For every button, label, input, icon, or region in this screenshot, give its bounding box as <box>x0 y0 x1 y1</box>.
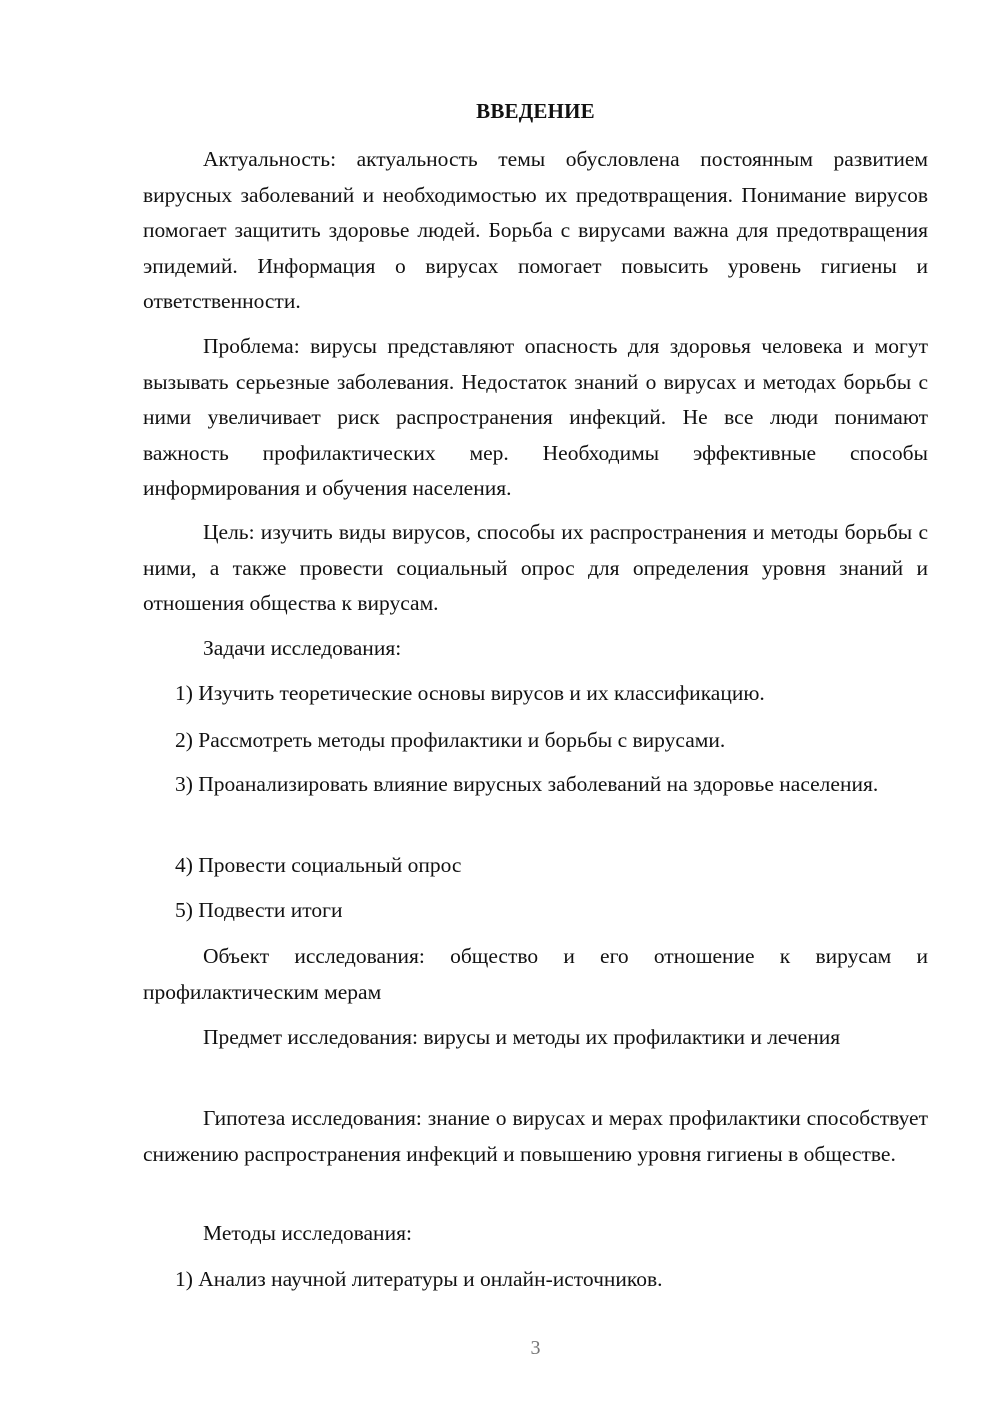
task-item-5: 5) Подвести итоги <box>175 898 343 922</box>
method-item-1: 1) Анализ научной литературы и онлайн-источников. <box>175 1267 663 1291</box>
page-number: 3 <box>530 1337 541 1359</box>
task-item-1: 1) Изучить теоретические основы вирусов и их классификацию. <box>175 681 765 705</box>
task-item-4: 4) Провести социальный опрос <box>175 853 462 877</box>
paragraph-goal: Цель: изучить виды вирусов, способы их распространения и методы борьбы с ними, а также провести социальный опрос для определения уровня знаний и отношения общества к вирусам. <box>143 520 928 615</box>
paragraph-hypothesis: Гипотеза исследования: знание о вирусах и мерах профилактики способствует снижению распространения инфекций и повышению уровня гигиены в обществе. <box>143 1106 928 1166</box>
methods-heading: Методы исследования: <box>203 1221 412 1245</box>
paragraph-object: Объект исследования: общество и его отношение к вирусам и профилактическим мерам <box>143 944 928 1004</box>
paragraph-relevance: Актуальность: актуальность темы обусловлена постоянным развитием вирусных заболеваний и необходимостью их предотвращения. Понимание вирусов помогает защитить здоровье людей. Борьба с вирусами важна для предотвращения эпидемий. Информация о вирусах помогает повысить уровень гигиены и ответственности. <box>143 147 928 313</box>
task-item-2: 2) Рассмотреть методы профилактики и борьбы с вирусами. <box>175 728 726 752</box>
page-title: ВВЕДЕНИЕ <box>476 99 595 123</box>
paragraph-subject: Предмет исследования: вирусы и методы их профилактики и лечения <box>203 1025 841 1049</box>
task-item-3: 3) Проанализировать влияние вирусных заболеваний на здоровье населения. <box>175 772 879 796</box>
tasks-heading: Задачи исследования: <box>203 636 402 660</box>
paragraph-problem: Проблема: вирусы представляют опасность для здоровья человека и могут вызывать серьезные заболевания. Недостаток знаний о вирусах и методах борьбы с ними увеличивает риск распространения инфекций. Не все люди понимают важность профилактических мер. Необходимы эффективные способы информирования и обучения населения. <box>143 334 928 500</box>
